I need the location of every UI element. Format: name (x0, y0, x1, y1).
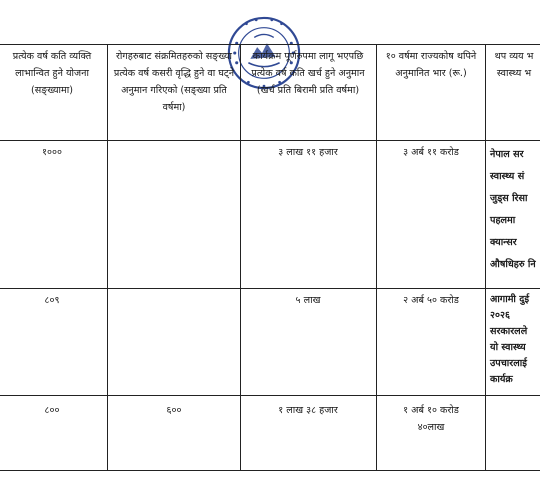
row-divider (0, 140, 540, 141)
column-divider (485, 44, 486, 470)
row2-burden: २ अर्ब ५० करोड (403, 295, 459, 306)
row3-trend: ६०० (166, 405, 182, 416)
table-top-border (0, 44, 540, 45)
header-cost-per-patient: कार्यक्रम पूर्णरुपमा लागू भएपछि प्रत्येक वर्ष कति खर्च हुने अनुमान (खर्च प्रति बिरामी प्रति वर्षमा) (251, 51, 365, 96)
row1-burden: ३ अर्ब ११ करोड (403, 147, 459, 158)
note-line: जुड्स रिसा (490, 193, 528, 204)
row3-burden (380, 402, 482, 436)
note-line: औषधिहरु नि (490, 259, 536, 270)
row2-cost: ५ लाख (295, 295, 321, 306)
note-line: आगामी दुई (490, 294, 530, 305)
table-bottom-border (0, 470, 540, 471)
note-line: कार्यक्र (490, 374, 513, 385)
note-line: सरकारलले (490, 326, 528, 337)
header-infection-trend: रोगहरुबाट संक्रमितहरुको सङ्ख्या प्रत्येक वर्ष कसरी वृद्धि हुने वा घट्ने अनुमान गरिएको (सङ्ख्या प्रति वर्षमा) (113, 51, 235, 113)
row2-notes (490, 292, 540, 388)
note-line: उपचारलाई (490, 358, 527, 369)
note-line: क्यान्सर (490, 237, 517, 248)
header-ten-year-burden: १० वर्षमा राज्यकोष थपिने अनुमानित भार (रू.) (385, 51, 477, 79)
note-line: २०२६ (490, 310, 510, 321)
note-line: स्वास्थ्य सं (490, 171, 525, 182)
column-divider (240, 44, 241, 470)
column-divider (107, 44, 108, 470)
burden-line: १ अर्ब १० करोड (403, 405, 459, 416)
row1-notes (490, 144, 540, 276)
note-line: पहलमा (490, 215, 516, 226)
note-line: यो स्वास्थ्य (490, 342, 526, 353)
burden-line: ४०लाख (417, 422, 445, 433)
row-divider (0, 288, 540, 289)
row1-beneficiaries: १००० (42, 147, 62, 158)
header-extra-expense: थप व्यय भ स्वास्थ्य भ (494, 51, 534, 79)
row2-beneficiaries: ८०९ (44, 295, 60, 306)
row1-cost: ३ लाख ११ हजार (278, 147, 338, 158)
row-divider (0, 395, 540, 396)
header-beneficiaries: प्रत्येक वर्ष कति व्यक्ति लाभान्वित हुने योजना (सङ्ख्यामा) (12, 51, 92, 96)
row3-beneficiaries: ८०० (44, 405, 60, 416)
note-line: नेपाल सर (490, 149, 524, 160)
column-divider (376, 44, 377, 470)
row3-cost: १ लाख ३८ हजार (278, 405, 338, 416)
